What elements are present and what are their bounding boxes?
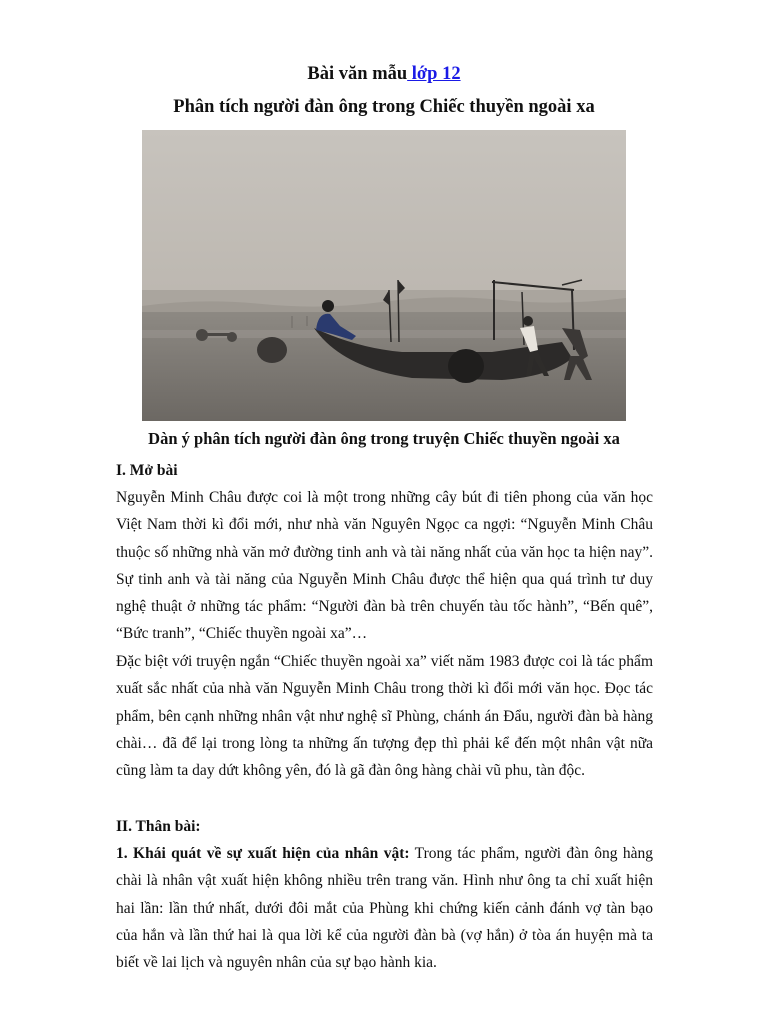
outline-subheading: Dàn ý phân tích người đàn ông trong truyện Chiếc thuyền ngoài xa bbox=[148, 429, 620, 448]
paragraph-3 bbox=[116, 840, 653, 976]
paragraph-3-bold-lead: 1. Khái quát về sự xuất hiện của nhân vật: bbox=[116, 845, 410, 862]
document-title bbox=[0, 64, 768, 85]
section-heading-intro: I. Mở bài bbox=[116, 462, 178, 479]
grade-12-link[interactable]: lớp 12 bbox=[407, 64, 461, 84]
article-title: Phân tích người đàn ông trong Chiếc thuyền ngoài xa bbox=[173, 97, 595, 117]
paragraph-2: Đặc biệt với truyện ngắn “Chiếc thuyền ngoài xa” viết năm 1983 được coi là tác phẩm xuất sắc nhất của nhà văn Nguyễn Minh Châu trong thời kì đổi mới văn học. Đọc tác phẩm, bên cạnh những nhân vật như nghệ sĩ Phùng, chánh án Đẩu, người đàn bà hàng chài… đã để lại trong lòng ta những ấn tượng đẹp thì phải kể đến một nhân vật nữa cũng làm ta day dứt không yên, đó là gã đàn ông hàng chài vũ phu, tàn độc. bbox=[116, 653, 653, 780]
title-prefix: Bài văn mẫu bbox=[307, 64, 408, 84]
paragraph-1: Nguyễn Minh Châu được coi là một trong những cây bút đi tiên phong của văn học Việt Nam thời kì đổi mới, như nhà văn Nguyên Ngọc ca ngợi: “Nguyễn Minh Châu thuộc số những nhà văn mở đường tinh anh và tài năng nhất của văn học ta hiện nay”. Sự tinh anh và tài năng của Nguyễn Minh Châu được thể hiện qua quá trình tư duy nghệ thuật ở những tác phẩm: “Người đàn bà trên chuyến tàu tốc hành”, “Bến quê”, “Bức tranh”, “Chiếc thuyền ngoài xa”… bbox=[116, 489, 653, 643]
section-heading-body: II. Thân bài: bbox=[116, 818, 201, 835]
fishing-boat-photo bbox=[142, 130, 626, 421]
paragraph-3-text: Trong tác phẩm, người đàn ông hàng chài là nhân vật xuất hiện không nhiều trên trang văn. Hình như ông ta chỉ xuất hiện hai lần: lần thứ nhất, dưới đôi mắt của Phùng khi chứng kiến cảnh đánh vợ tàn bạo của hắn và lần thứ hai là qua lời kể của người đàn bà (vợ hắn) ở tòa án huyện mà ta biết về lai lịch và nguyên nhân của sự bạo hành kia. bbox=[116, 845, 653, 972]
